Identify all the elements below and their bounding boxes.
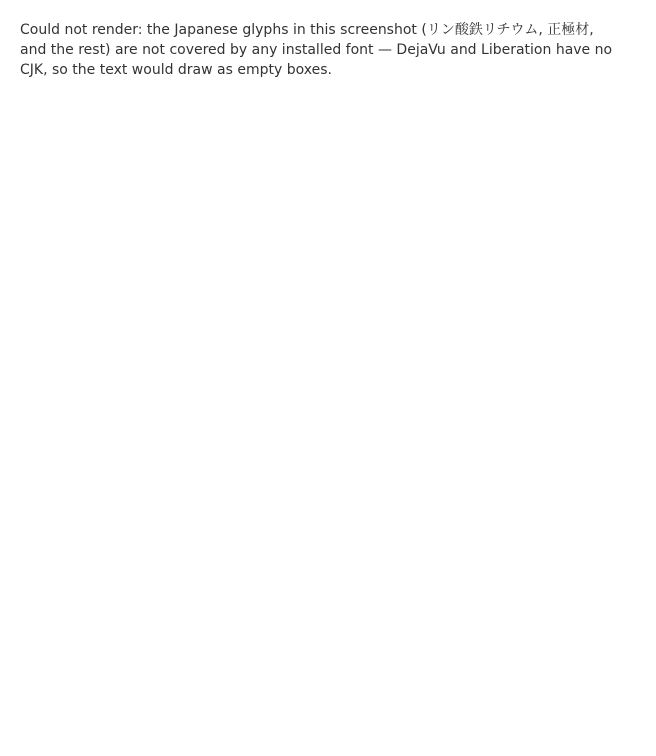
render-notice: Could not render: the Japanese glyphs in this screenshot (リン酸鉄リチウム, 正極材, and the rest) are not covered by any installed font — DejaVu and Liberation have no CJK, so the text would draw as empty boxes. [20, 22, 613, 78]
